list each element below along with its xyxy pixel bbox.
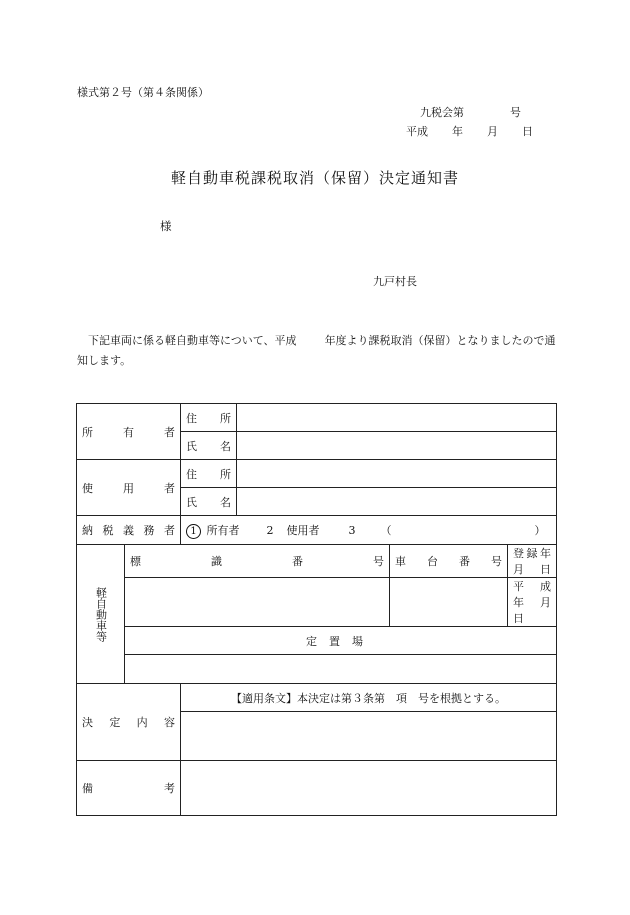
taxpayer-option-3-number: 3 bbox=[348, 523, 356, 537]
taxpayer-other-paren-close: ） bbox=[534, 523, 546, 537]
vehicle-label-cell bbox=[77, 545, 125, 684]
page-title: 軽自動車税課税取消（保留）決定通知書 bbox=[170, 169, 459, 187]
taxpayer-option-user[interactable]: 使用者 bbox=[286, 523, 320, 537]
owner-address-label: 住 所 bbox=[186, 411, 231, 425]
owner-label: 所 有 者 bbox=[82, 425, 175, 439]
chassis-number-header: 車台番号 bbox=[395, 555, 502, 568]
taxpayer-option-owner[interactable]: 所有者 bbox=[206, 523, 240, 537]
decision-content-field[interactable] bbox=[181, 712, 557, 761]
taxpayer-options bbox=[181, 516, 557, 545]
user-label: 使 用 者 bbox=[82, 481, 175, 495]
user-address-label-cell bbox=[181, 460, 237, 488]
plate-number-header: 標識番号 bbox=[130, 555, 384, 568]
registration-date-header: 登録年月日 bbox=[513, 547, 551, 576]
taxpayer-label-cell bbox=[77, 516, 181, 545]
remarks-field[interactable] bbox=[181, 761, 557, 816]
document-date bbox=[406, 123, 533, 139]
user-address-field[interactable] bbox=[237, 460, 557, 488]
applicable-clause: 【適用条文】本決定は第３条第 項 号を根拠とする。 bbox=[231, 691, 506, 705]
storage-location-field[interactable] bbox=[125, 655, 557, 684]
taxpayer-other-paren-open: （ bbox=[380, 523, 392, 537]
reg-date-value-cell[interactable] bbox=[508, 578, 562, 627]
date-month: 月 bbox=[487, 125, 498, 138]
notice-body-part2: 年度より課税取消（保留）となりましたので通知します。 bbox=[77, 334, 556, 367]
user-name-field[interactable] bbox=[237, 488, 557, 516]
plate-number-field[interactable] bbox=[125, 578, 390, 627]
circled-option-marker[interactable]: 1 bbox=[186, 524, 201, 539]
notice-body-part1: 下記車両に係る軽自動車等について、平成 bbox=[88, 334, 297, 347]
taxpayer-option-2-number: 2 bbox=[266, 523, 274, 537]
date-year: 年 bbox=[452, 125, 463, 138]
vehicle-label: 軽自動車等 bbox=[94, 586, 108, 642]
user-name-label-cell bbox=[181, 488, 237, 516]
owner-name-label-cell bbox=[181, 432, 237, 460]
storage-location-label: 定置場 bbox=[306, 634, 375, 648]
applicable-clause-cell bbox=[181, 684, 557, 712]
registration-date-value: 平成 年 月 日 bbox=[513, 580, 562, 625]
decision-label-cell bbox=[77, 684, 181, 761]
remarks-label: 備 考 bbox=[82, 782, 175, 795]
taxpayer-label: 納税義務者 bbox=[82, 524, 175, 537]
document-number bbox=[420, 104, 521, 120]
reg-date-header-cell bbox=[508, 545, 557, 578]
chassis-number-field[interactable] bbox=[390, 578, 508, 627]
issuer: 九戸村長 bbox=[373, 275, 417, 288]
user-label-cell bbox=[77, 460, 181, 516]
chassis-header-cell bbox=[390, 545, 508, 578]
notice-table bbox=[76, 403, 562, 816]
notice-body bbox=[77, 331, 557, 371]
owner-address-label-cell bbox=[181, 404, 237, 432]
user-address-label: 住 所 bbox=[186, 467, 231, 481]
date-day: 日 bbox=[522, 125, 533, 138]
decision-content-label: 決定内容 bbox=[82, 716, 175, 729]
date-era: 平成 bbox=[406, 125, 428, 138]
location-label-cell bbox=[125, 627, 557, 655]
owner-name-field[interactable] bbox=[237, 432, 557, 460]
remarks-label-cell bbox=[77, 761, 181, 816]
addressee-suffix: 様 bbox=[160, 219, 172, 233]
owner-address-field[interactable] bbox=[237, 404, 557, 432]
document-number-prefix: 九税会第 bbox=[420, 106, 464, 119]
document-number-suffix: 号 bbox=[510, 106, 521, 119]
user-name-label: 氏 名 bbox=[186, 495, 231, 509]
form-number: 様式第２号（第４条関係） bbox=[77, 86, 209, 99]
plate-header-cell bbox=[125, 545, 390, 578]
owner-label-cell bbox=[77, 404, 181, 460]
owner-name-label: 氏 名 bbox=[186, 439, 231, 453]
